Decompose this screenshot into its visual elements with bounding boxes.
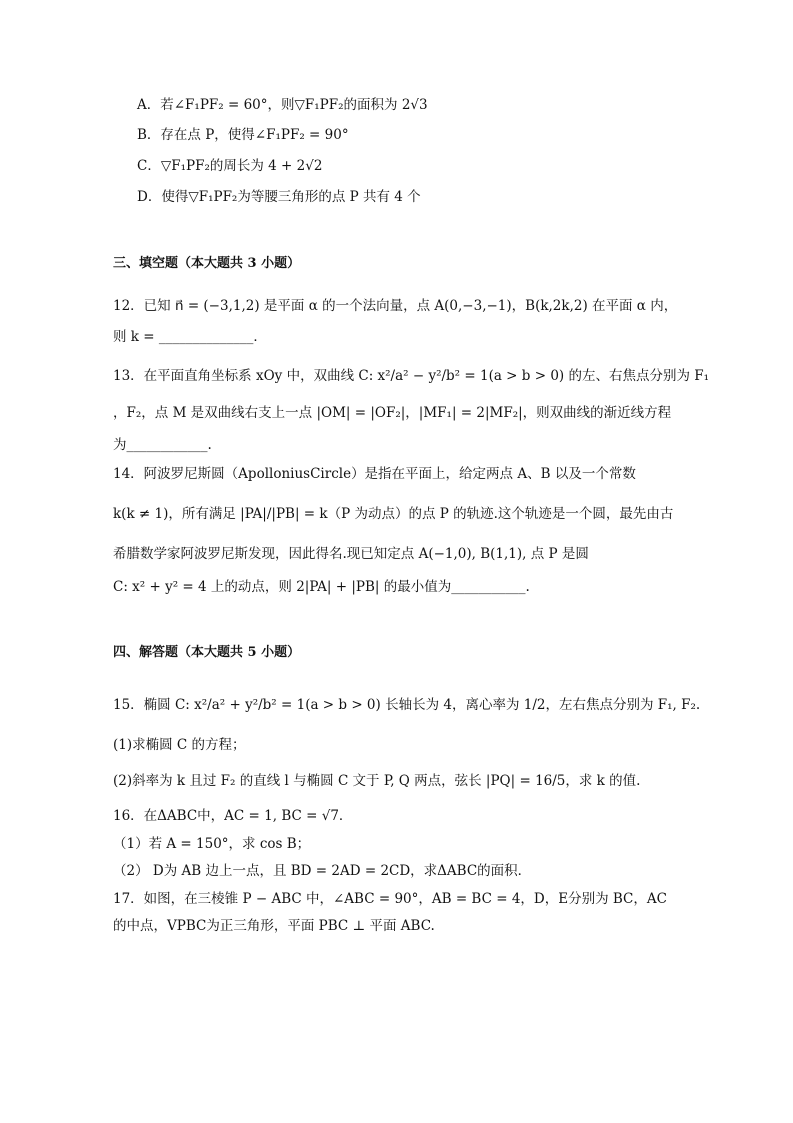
- q12-line-2: 则 k = ______________．: [113, 329, 267, 345]
- option-a: A．若∠F₁PF₂ = 60°，则▽F₁PF₂的面积为 2√3: [137, 97, 428, 113]
- q16-line-2: （1）若 A = 150°，求 cos B；: [113, 836, 311, 852]
- q15-line-2: (1)求椭圆 C 的方程；: [113, 737, 246, 753]
- section-fill-in-title: 三、填空题（本大题共 3 小题）: [113, 256, 301, 271]
- option-b: B．存在点 P，使得∠F₁PF₂ = 90°: [137, 127, 349, 143]
- q14-line-3: 希腊数学家阿波罗尼斯发现，因此得名.现已知定点 A(−1,0), B(1,1), 点 P 是圆: [113, 546, 589, 562]
- q16-line-1: 16．在ΔABC中，AC = 1, BC = √7．: [113, 808, 353, 824]
- q12-line-1: 12．已知 n⃗ = (−3,1,2) 是平面 α 的一个法向量，点 A(0,−3,−1)，B(k,2k,2) 在平面 α 内，: [113, 298, 678, 314]
- option-d: D．使得▽F₁PF₂为等腰三角形的点 P 共有 4 个: [137, 189, 421, 205]
- q14-line-2: k(k ≠ 1)，所有满足 |PA|/|PB| = k（P 为动点）的点 P 的轨迹.这个轨迹是一个圆，最先由古: [113, 506, 674, 522]
- q14-line-4: C: x² + y² = 4 上的动点，则 2|PA| + |PB| 的最小值为___________.: [113, 579, 530, 595]
- q13-line-1: 13．在平面直角坐标系 xOy 中，双曲线 C: x²/a² − y²/b² = 1(a > b > 0) 的左、右焦点分别为 F₁: [113, 368, 710, 384]
- q14-line-1: 14．阿波罗尼斯圆（ApolloniusCircle）是指在平面上，给定两点 A、B 以及一个常数: [113, 466, 636, 482]
- q17-line-1: 17．如图，在三棱锥 P − ABC 中，∠ABC = 90°，AB = BC = 4，D，E分别为 BC，AC: [113, 891, 667, 907]
- q17-line-2: 的中点，VPBC为正三角形，平面 PBC ⊥ 平面 ABC.: [113, 918, 435, 934]
- section-answer-title: 四、解答题（本大题共 5 小题）: [113, 645, 301, 660]
- q13-line-3: 为____________.: [113, 437, 212, 453]
- q13-line-2: ，F₂，点 M 是双曲线右支上一点 |OM| = |OF₂|，|MF₁| = 2|MF₂|，则双曲线的渐近线方程: [113, 405, 672, 421]
- q15-line-1: 15．椭圆 C: x²/a² + y²/b² = 1(a > b > 0) 长轴长为 4，离心率为 1/2，左右焦点分别为 F₁, F₂.: [113, 697, 701, 713]
- option-c: C．▽F₁PF₂的周长为 4 + 2√2: [137, 158, 323, 174]
- q15-line-3: (2)斜率为 k 且过 F₂ 的直线 l 与椭圆 C 文于 P, Q 两点，弦长 |PQ| = 16/5，求 k 的值.: [113, 773, 641, 789]
- q16-line-3: （2） D为 AB 边上一点，且 BD = 2AD = 2CD，求ΔABC的面积．: [113, 863, 532, 879]
